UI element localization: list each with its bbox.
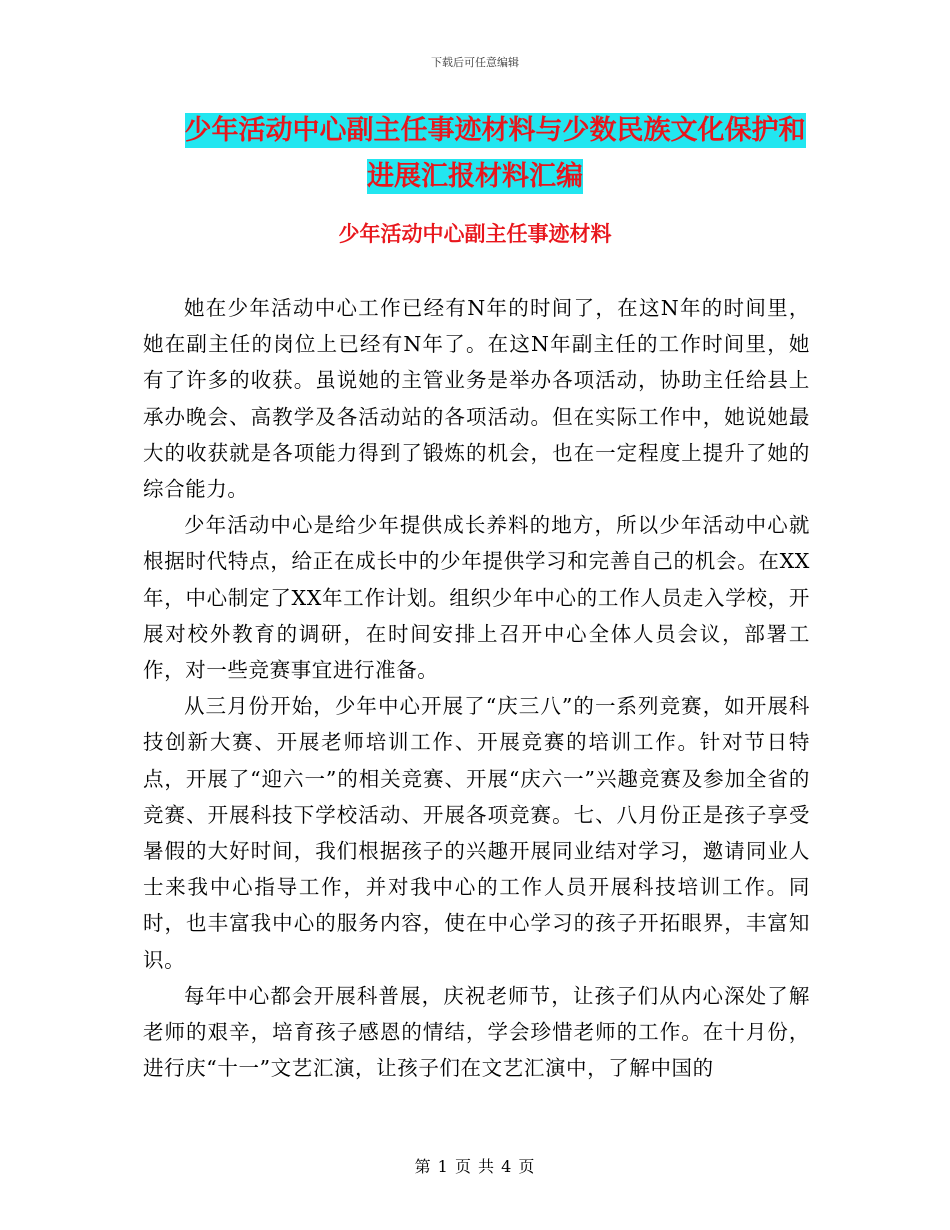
page-number: 第 1 页 共 4 页 bbox=[414, 1157, 536, 1176]
document-title bbox=[0, 108, 950, 200]
page-header-note: 下载后可任意编辑 bbox=[431, 56, 519, 69]
body-text bbox=[143, 290, 810, 1086]
paragraph-4: 每年中心都会开展科普展，庆祝老师节，让孩子们从内心深处了解老师的艰辛，培育孩子感恩的情结，学会珍惜老师的工作。在十月份，进行庆“十一”文艺汇演，让孩子们在文艺汇演中，了解中国的 bbox=[143, 983, 810, 1081]
document-title-line-2 bbox=[0, 154, 950, 200]
paragraph-1: 她在少年活动中心工作已经有N年的时间了，在这N年的时间里，她在副主任的岗位上已经有N年了。在这N年副主任的工作时间里，她有了许多的收获。虽说她的主管业务是举办各项活动，协助主任给县上承办晚会、高教学及各活动站的各项活动。但在实际工作中，她说她最大的收获就是各项能力得到了锻炼的机会，也在一定程度上提升了她的综合能力。 bbox=[143, 296, 810, 502]
title-highlight-1: 少年活动中心副主任事迹材料与少数民族文化保护和 bbox=[184, 115, 806, 146]
title-highlight-2: 进展汇报材料汇编 bbox=[367, 161, 583, 192]
document-title-line-1 bbox=[0, 108, 950, 154]
paragraph-2: 少年活动中心是给少年提供成长养料的地方，所以少年活动中心就根据时代特点，给正在成长中的少年提供学习和完善自己的机会。在XX年，中心制定了XX年工作计划。组织少年中心的工作人员走入学校，开展对校外教育的调研，在时间安排上召开中心全体人员会议，部署工作，对一些竞赛事宜进行准备。 bbox=[143, 513, 810, 683]
section-title: 少年活动中心副主任事迹材料 bbox=[338, 222, 612, 246]
paragraph-3: 从三月份开始，少年中心开展了“庆三八”的一系列竞赛，如开展科技创新大赛、开展老师培训工作、开展竞赛的培训工作。针对节日特点，开展了“迎六一”的相关竞赛、开展“庆六一”兴趣竞赛及参加全省的竞赛、开展科技下学校活动、开展各项竞赛。七、八月份正是孩子享受暑假的大好时间，我们根据孩子的兴趣开展同业结对学习，邀请同业人士来我中心指导工作，并对我中心的工作人员开展科技培训工作。同时，也丰富我中心的服务内容，使在中心学习的孩子开拓眼界，丰富知识。 bbox=[143, 694, 810, 972]
